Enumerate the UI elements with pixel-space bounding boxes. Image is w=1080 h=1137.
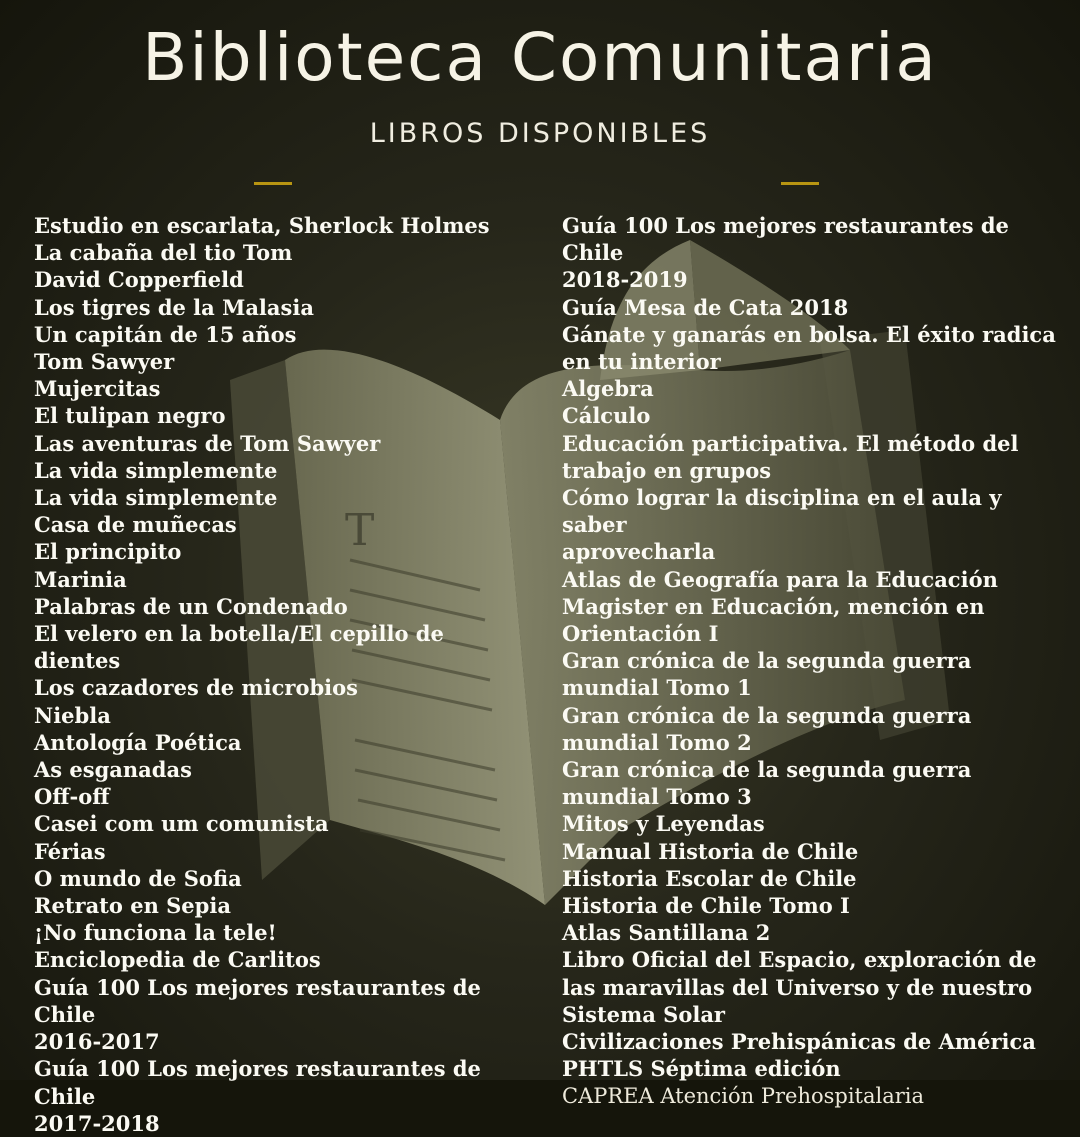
book-title-line: Libro Oficial del Espacio, exploración de <box>562 947 1037 973</box>
book-title-item <box>562 756 1062 810</box>
book-title-item <box>562 1083 1062 1110</box>
book-title-item <box>562 702 1062 756</box>
book-title-line: David Copperfield <box>34 267 244 293</box>
book-title-line: Un capitán de 15 años <box>34 321 297 347</box>
book-title-item <box>562 375 1062 402</box>
book-title-item <box>562 484 1062 566</box>
book-title-item <box>562 212 1062 294</box>
book-title-item <box>34 484 534 511</box>
book-title-line: mundial Tomo 2 <box>562 729 752 755</box>
book-title-line: La vida simplemente <box>34 485 278 511</box>
book-title-item <box>34 729 534 756</box>
book-title-line: Guía 100 Los mejores restaurantes de Chile <box>34 974 481 1027</box>
book-title-item <box>34 538 534 565</box>
book-title-line: Retrato en Sepia <box>34 893 231 919</box>
book-list-right-column <box>562 212 1062 1110</box>
book-title-item <box>34 838 534 865</box>
book-title-item <box>34 620 534 674</box>
book-title-item <box>34 892 534 919</box>
book-title-line: Férias <box>34 838 106 864</box>
book-title-line: Magister en Educación, mención en <box>562 593 985 619</box>
book-title-line: Historia Escolar de Chile <box>562 865 857 891</box>
book-title-item <box>34 974 534 1056</box>
book-title-item <box>34 212 534 239</box>
book-title-item <box>34 674 534 701</box>
accent-rule-right <box>781 182 819 185</box>
book-title-item <box>562 1028 1062 1055</box>
book-title-line: aprovecharla <box>562 539 716 565</box>
book-title-line: CAPREA Atención Prehospitalaria <box>562 1083 925 1108</box>
accent-rule-left <box>254 182 292 185</box>
book-title-line: O mundo de Sofia <box>34 865 242 891</box>
book-title-item <box>34 348 534 375</box>
book-title-item <box>34 321 534 348</box>
book-title-line: mundial Tomo 1 <box>562 675 752 701</box>
book-title-line: As esganadas <box>34 757 192 783</box>
book-title-line: Guía 100 Los mejores restaurantes de Chile <box>34 1056 481 1109</box>
book-title-item <box>34 756 534 783</box>
book-title-line: 2018-2019 <box>562 267 688 293</box>
book-title-item <box>34 593 534 620</box>
book-title-item <box>34 457 534 484</box>
book-title-line: Cálculo <box>562 403 651 429</box>
book-title-line: Historia de Chile Tomo I <box>562 893 850 919</box>
book-title-line: PHTLS Séptima edición <box>562 1056 841 1082</box>
book-title-line: La vida simplemente <box>34 457 278 483</box>
book-title-line: mundial Tomo 3 <box>562 784 752 810</box>
book-title-line: Gran crónica de la segunda guerra <box>562 648 972 674</box>
book-title-line: Antología Poética <box>34 729 242 755</box>
book-title-line: Marinia <box>34 566 127 592</box>
book-title-item <box>562 647 1062 701</box>
book-title-item <box>34 294 534 321</box>
book-title-line: El velero en la botella/El cepillo de dientes <box>34 621 444 674</box>
book-title-item <box>562 919 1062 946</box>
book-title-item <box>562 566 1062 593</box>
book-title-line: Niebla <box>34 702 111 728</box>
book-title-line: Casei com um comunista <box>34 811 329 837</box>
page-subtitle: LIBROS DISPONIBLES <box>369 118 711 149</box>
book-title-item <box>562 430 1062 484</box>
book-title-item <box>562 593 1062 647</box>
book-title-line: Mujercitas <box>34 376 161 402</box>
book-title-line: Guía 100 Los mejores restaurantes de Chile <box>562 213 1009 266</box>
book-title-item <box>562 1055 1062 1082</box>
book-title-line: Guía Mesa de Cata 2018 <box>562 294 849 320</box>
book-title-item <box>562 321 1062 375</box>
book-title-line: El principito <box>34 539 182 565</box>
book-title-line: Tom Sawyer <box>34 349 175 375</box>
book-title-item <box>34 402 534 429</box>
book-title-line: Civilizaciones Prehispánicas de América <box>562 1029 1036 1055</box>
book-title-item <box>34 810 534 837</box>
book-title-line: ¡No funciona la tele! <box>34 920 277 946</box>
book-title-line: Manual Historia de Chile <box>562 838 859 864</box>
book-title-line: Las aventuras de Tom Sawyer <box>34 430 381 456</box>
book-title-item <box>34 375 534 402</box>
book-title-line: Mitos y Leyendas <box>562 811 765 837</box>
book-title-item <box>34 919 534 946</box>
svg-text:T: T <box>345 505 375 556</box>
book-title-line: Educación participativa. El método del <box>562 430 1019 456</box>
book-title-line: Cómo lograr la disciplina en el aula y saber <box>562 485 1002 538</box>
page-title: Biblioteca Comunitaria <box>142 19 938 96</box>
book-title-line: en tu interior <box>562 349 721 375</box>
book-title-item <box>34 946 534 973</box>
book-title-line: Orientación I <box>562 621 719 647</box>
book-title-item <box>562 294 1062 321</box>
book-title-item <box>34 702 534 729</box>
book-title-line: Estudio en escarlata, Sherlock Holmes <box>34 213 490 238</box>
book-title-item <box>34 266 534 293</box>
book-title-item <box>562 810 1062 837</box>
book-title-line: Palabras de un Condenado <box>34 593 348 619</box>
book-title-line: trabajo en grupos <box>562 457 772 483</box>
book-title-line: Gánate y ganarás en bolsa. El éxito radica <box>562 321 1056 347</box>
book-title-line: Los cazadores de microbios <box>34 675 358 701</box>
book-title-line: Enciclopedia de Carlitos <box>34 947 321 973</box>
book-title-line: Los tigres de la Malasia <box>34 294 314 320</box>
book-title-item <box>562 892 1062 919</box>
book-title-line: La cabaña del tio Tom <box>34 240 293 266</box>
book-title-line: Algebra <box>562 376 654 402</box>
book-title-line: Casa de muñecas <box>34 512 237 538</box>
book-list-left-column <box>34 212 534 1137</box>
book-title-item <box>562 865 1062 892</box>
book-title-item <box>34 511 534 538</box>
book-title-line: El tulipan negro <box>34 403 226 429</box>
book-title-line: Sistema Solar <box>562 1001 725 1027</box>
book-title-item <box>34 566 534 593</box>
book-title-item <box>562 946 1062 1028</box>
book-title-item <box>34 430 534 457</box>
book-title-line: Gran crónica de la segunda guerra <box>562 702 972 728</box>
book-title-line: Atlas de Geografía para la Educación <box>562 566 998 592</box>
book-title-line: 2017-2018 <box>34 1110 160 1136</box>
book-title-line: Off-off <box>34 784 110 810</box>
book-title-item <box>562 838 1062 865</box>
book-title-item <box>34 1055 534 1137</box>
book-title-line: las maravillas del Universo y de nuestro <box>562 974 1033 1000</box>
book-title-line: 2016-2017 <box>34 1029 160 1055</box>
book-title-item <box>34 239 534 266</box>
book-title-line: Atlas Santillana 2 <box>562 920 771 946</box>
book-title-line: Gran crónica de la segunda guerra <box>562 757 972 783</box>
book-title-item <box>562 402 1062 429</box>
book-title-item <box>34 783 534 810</box>
book-title-item <box>34 865 534 892</box>
